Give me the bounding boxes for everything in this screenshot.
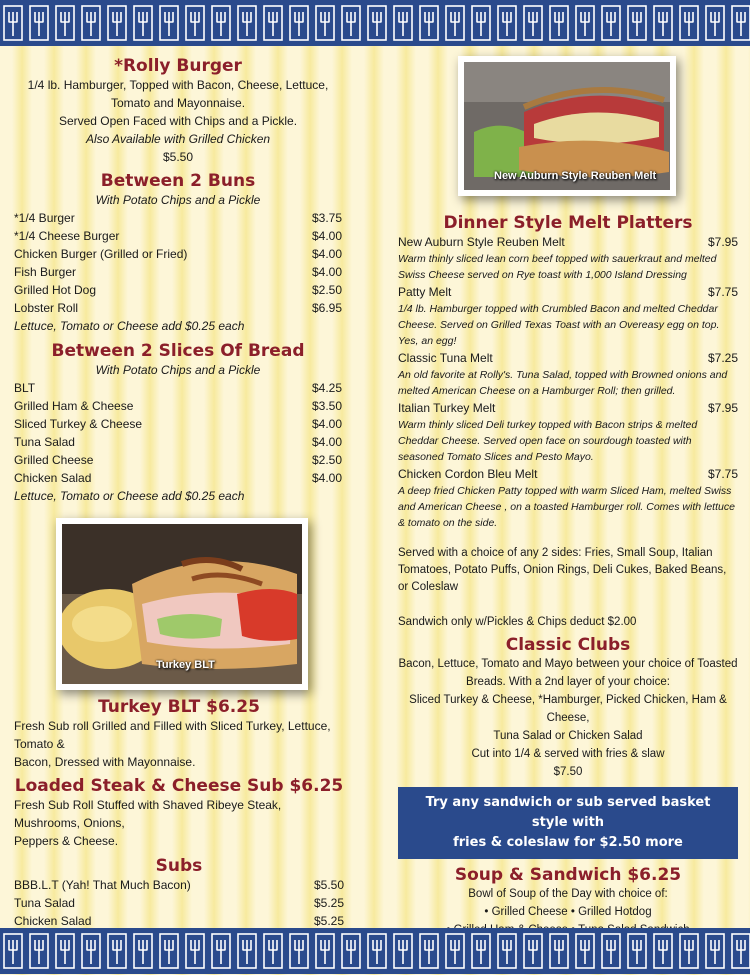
soup-sandwich-title: Soup & Sandwich $6.25 [454, 865, 682, 885]
item-price: $4.00 [311, 435, 342, 449]
item-name: New Auburn Style Reuben Melt [398, 235, 565, 249]
item-price: $4.00 [311, 417, 342, 431]
reuben-caption: New Auburn Style Reuben Melt [494, 170, 657, 182]
melt-item-header [398, 399, 738, 417]
rolly-burger-title: *Rolly Burger [114, 56, 242, 76]
item-price: $5.25 [313, 896, 344, 910]
promo-line: Try any sandwich or sub served basket style with [425, 795, 711, 830]
item-price: $2.50 [311, 283, 342, 297]
description-line: Fresh Sub Roll Stuffed with Shaved Ribeye Steak, Mushrooms, Onions, [14, 798, 282, 830]
description-line: Tuna Salad or Chicken Salad [493, 730, 643, 742]
menu-item [14, 894, 344, 912]
description-line: Bacon, Lettuce, Tomato and Mayo between your choice of Toasted [398, 658, 738, 670]
item-price: $6.95 [311, 301, 342, 315]
between-buns-list [14, 209, 342, 317]
steak-sub-description [14, 796, 344, 850]
menu-item [14, 415, 342, 433]
item-name: Chicken Salad [14, 914, 92, 928]
melt-item [398, 283, 738, 349]
turkey-blt-caption: Turkey BLT [156, 659, 215, 671]
menu-item [14, 876, 344, 894]
description-line: Served Open Faced with Chips and a Pickle. [58, 114, 298, 128]
item-description: Warm thinly sliced Deli turkey topped with Bacon strips & melted Cheddar Cheese. Served open face on sourdough toasted with seasoned Tomato Slices and Pesto Mayo. [398, 419, 698, 463]
rolly-burger-description [14, 76, 342, 166]
item-name: *1/4 Cheese Burger [14, 229, 120, 243]
item-price: $5.50 [313, 878, 344, 892]
between-buns-subtitle: With Potato Chips and a Pickle [95, 193, 261, 207]
item-name: Classic Tuna Melt [398, 351, 493, 365]
between-bread-title: Between 2 Slices Of Bread [51, 341, 305, 361]
menu-item [14, 227, 342, 245]
top-decorative-band [0, 0, 750, 46]
turkey-blt-description [14, 717, 344, 771]
description-line: Sliced Turkey & Cheese, *Hamburger, Picked Chicken, Ham & Cheese, [409, 694, 727, 724]
item-price: $4.00 [311, 265, 342, 279]
left-lower-column [14, 697, 344, 948]
item-price: $3.75 [311, 211, 342, 225]
item-price: $3.50 [311, 399, 342, 413]
melt-item [398, 399, 738, 465]
item-price: $5.25 [313, 914, 344, 928]
description-line: Fresh Sub roll Grilled and Filled with Sliced Turkey, Lettuce, Tomato & [14, 719, 331, 751]
between-buns-title: Between 2 Buns [100, 171, 256, 191]
price: $7.50 [553, 766, 583, 778]
item-price: $4.00 [311, 247, 342, 261]
item-name: Chicken Burger (Grilled or Fried) [14, 247, 188, 261]
item-name: Patty Melt [398, 285, 452, 299]
menu-item [14, 469, 342, 487]
item-price: $4.00 [311, 229, 342, 243]
item-name: Chicken Cordon Bleu Melt [398, 467, 538, 481]
description-line: Tomato and Mayonnaise. [110, 96, 246, 110]
fork-pattern-icon [0, 0, 750, 46]
item-name: BBB.L.T (Yah! That Much Bacon) [14, 878, 191, 892]
melts-deduct-note: Sandwich only w/Pickles & Chips deduct $2.00 [398, 616, 637, 628]
item-description: An old favorite at Rolly's. Tuna Salad, topped with Browned onions and melted American Cheese on a Hamburger Roll; then grilled. [398, 369, 728, 397]
turkey-blt-title: Turkey BLT $6.25 [98, 697, 260, 717]
item-name: Chicken Salad [14, 471, 92, 485]
promo-line: fries & coleslaw for $2.50 more [453, 835, 683, 850]
item-name: Grilled Hot Dog [14, 283, 97, 297]
item-price: $7.75 [707, 285, 738, 299]
melt-item-header [398, 283, 738, 301]
item-price: $7.25 [707, 351, 738, 365]
description-line: 1/4 lb. Hamburger, Topped with Bacon, Cheese, Lettuce, [27, 78, 329, 92]
description-line: • Grilled Cheese • Grilled Hotdog [484, 906, 652, 918]
subs-title: Subs [155, 856, 203, 876]
item-name: Grilled Cheese [14, 453, 94, 467]
item-description: A deep fried Chicken Patty topped with warm Sliced Ham, melted Swiss and American Cheese , on a toasted Hamburger roll. Comes with lettuce & tomato on the side. [398, 485, 735, 529]
description-line: Breads. With a 2nd layer of your choice: [466, 676, 670, 688]
steak-sub-title: Loaded Steak & Cheese Sub $6.25 [14, 776, 344, 796]
between-bread-subtitle: With Potato Chips and a Pickle [95, 363, 261, 377]
melt-item-header [398, 349, 738, 367]
item-name: Grilled Ham & Cheese [14, 399, 134, 413]
between-bread-note: Lettuce, Tomato or Cheese add $0.25 each [14, 489, 245, 503]
menu-item [14, 281, 342, 299]
clubs-description [398, 655, 738, 781]
price: $5.50 [162, 150, 194, 164]
item-name: Tuna Salad [14, 435, 75, 449]
melt-item-header [398, 465, 738, 483]
clubs-title: Classic Clubs [505, 635, 631, 655]
item-name: Lobster Roll [14, 301, 79, 315]
menu-item [14, 379, 342, 397]
fork-pattern-icon [0, 928, 750, 974]
between-buns-note: Lettuce, Tomato or Cheese add $0.25 each [14, 319, 245, 333]
description-line: Cut into 1/4 & served with fries & slaw [471, 748, 665, 760]
item-price: $7.75 [707, 467, 738, 481]
menu-item [14, 433, 342, 451]
between-bread-list [14, 379, 342, 487]
right-column [398, 213, 738, 975]
melts-sides-note: Served with a choice of any 2 sides: Fries, Small Soup, Italian Tomatoes, Potato Puffs, Onion Rings, Deli Cukes, Baked Beans, or Coleslaw [398, 547, 727, 593]
description-line: Bacon, Dressed with Mayonnaise. [14, 755, 196, 769]
melts-title: Dinner Style Melt Platters [443, 213, 693, 233]
bottom-decorative-band [0, 928, 750, 974]
menu-item [14, 263, 342, 281]
menu-item [14, 397, 342, 415]
menu-item [14, 451, 342, 469]
item-name: Sliced Turkey & Cheese [14, 417, 143, 431]
menu-item [14, 299, 342, 317]
description-line: Bowl of Soup of the Day with choice of: [468, 888, 668, 900]
melt-item [398, 465, 738, 531]
item-name: BLT [14, 381, 36, 395]
left-column [14, 56, 342, 505]
basket-promo-banner [398, 787, 738, 859]
item-name: Tuna Salad [14, 896, 75, 910]
description-line: Peppers & Cheese. [14, 834, 119, 848]
item-name: Italian Turkey Melt [398, 401, 496, 415]
item-price: $7.95 [707, 401, 738, 415]
item-price: $4.25 [311, 381, 342, 395]
melt-item-header [398, 233, 738, 251]
item-price: $7.95 [707, 235, 738, 249]
item-description: 1/4 lb. Hamburger topped with Crumbled Bacon and melted Cheddar Cheese. Served on Grilled Texas Toast with an Overeasy egg on top. Yes, an egg! [398, 303, 720, 347]
menu-item [14, 209, 342, 227]
item-name: Fish Burger [14, 265, 77, 279]
melt-item [398, 349, 738, 399]
melt-item [398, 233, 738, 283]
menu-item [14, 245, 342, 263]
item-price: $4.00 [311, 471, 342, 485]
alt-option: Also Available with Grilled Chicken [85, 132, 271, 146]
item-price: $2.50 [311, 453, 342, 467]
item-name: *1/4 Burger [14, 211, 75, 225]
item-description: Warm thinly sliced lean corn beef topped with sauerkraut and melted Swiss Cheese served on Rye toast with 1,000 Island Dressing [398, 253, 717, 281]
